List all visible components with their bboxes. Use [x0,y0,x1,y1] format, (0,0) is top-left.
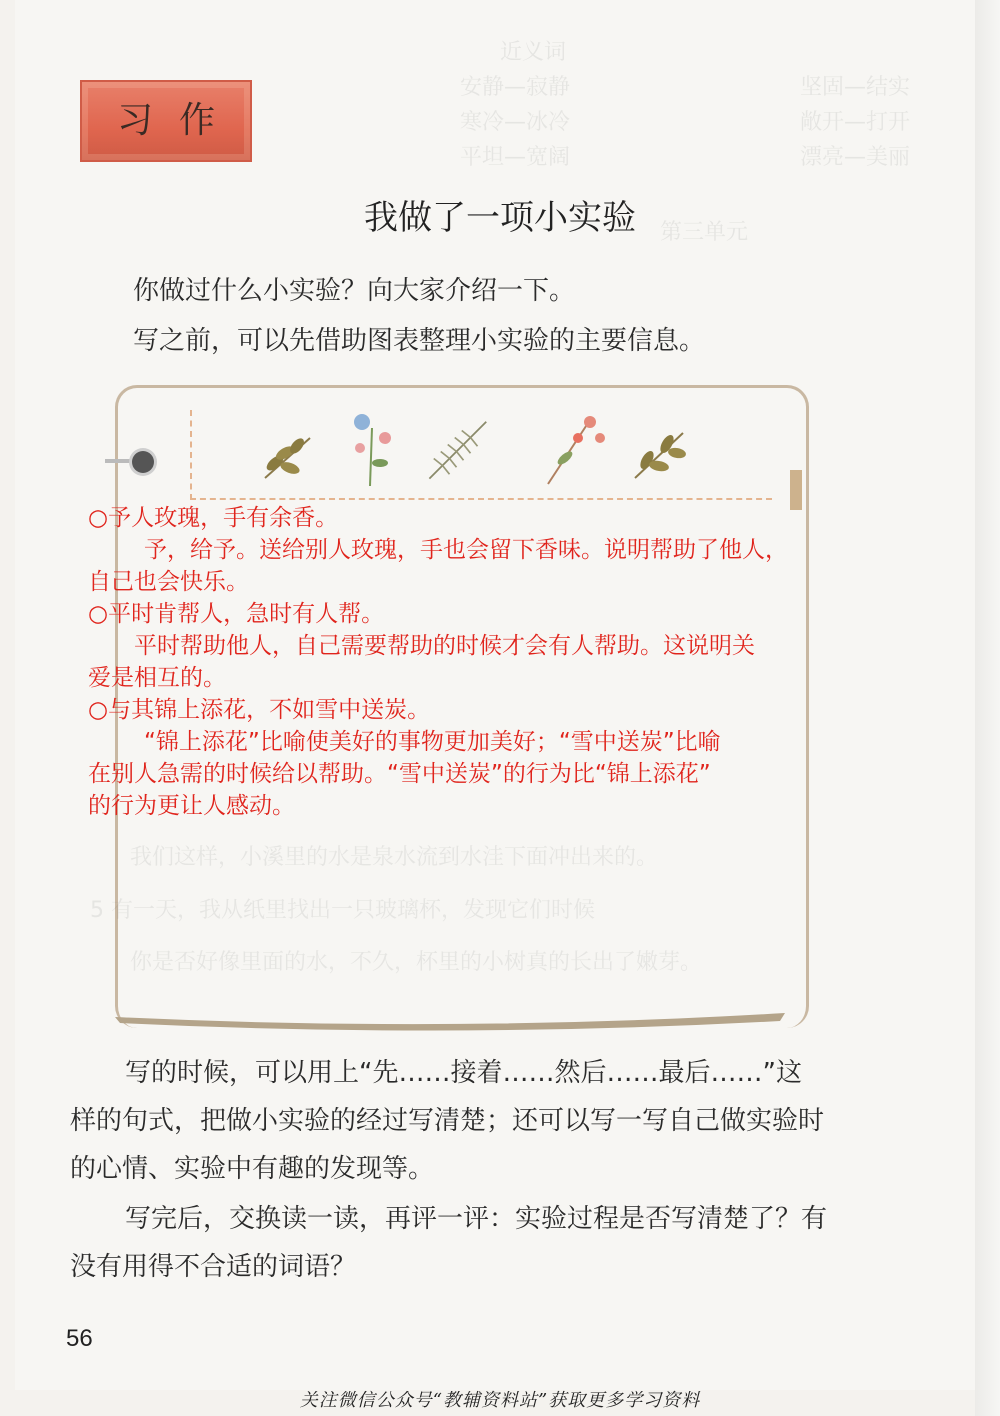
page-number: 56 [66,1325,93,1352]
body-p1-line2: 样的句式，把做小实验的经过写清楚；还可以写一写自己做实验时 [70,1106,825,1136]
annotation-heading: ○与其锦上添花，不如雪中送炭。 [88,697,431,723]
divider-brush [110,1005,790,1035]
annotation-line: 平时帮助他人，自己需要帮助的时候才会有人帮助。这说明关 [134,633,755,659]
section-tag-label: 习作 [116,100,241,141]
annotation-line: 在别人急需的时候给以帮助。“雪中送炭”的行为比“锦上添花” [88,761,711,787]
card-ring-icon [132,451,154,473]
fern-icon [425,408,495,488]
annotation-block-1 [88,502,868,598]
annotation-line: “锦上添花”比喻使美好的事物更加美好；“雪中送炭”比喻 [144,729,721,755]
body-p1-line3: 的心情、实验中有趣的发现等。 [70,1154,435,1184]
page-title: 我做了一项小实验 [364,198,636,238]
annotation-line: 的行为更让人感动。 [88,793,295,819]
section-tag [80,80,252,162]
annotation-line: 爱是相互的。 [88,665,226,691]
body-p2-line1: 写完后，交换读一读，再评一评：实验过程是否写清楚了？有 [125,1204,828,1234]
annotation-heading: ○平时肯帮人，急时有人帮。 [88,601,385,627]
annotation-heading: ○予人玫瑰，手有余香。 [88,505,339,531]
annotation-block-3 [88,694,868,822]
annotation-line: 自己也会快乐。 [88,569,249,595]
footer-note: 关注微信公众号“教辅资料站”获取更多学习资料 [299,1390,701,1411]
leaf-branch-icon [625,408,695,488]
intro-line-2: 写之前，可以先借助图表整理小实验的主要信息。 [133,326,706,356]
body-p1-line1: 写的时候，可以用上“先……接着……然后……最后……”这 [125,1058,802,1088]
body-p2-line2: 没有用得不合适的词语？ [70,1252,357,1282]
leaf-sprig-icon [255,408,325,488]
annotation-line: 予，给予。送给别人玫瑰，手也会留下香味。说明帮助了他人， [144,537,788,563]
annotation-block-2 [88,598,868,694]
flower-sprig-icon [340,408,410,488]
berry-sprig-icon [540,408,610,488]
intro-line-1: 你做过什么小实验？向大家介绍一下。 [133,276,576,306]
